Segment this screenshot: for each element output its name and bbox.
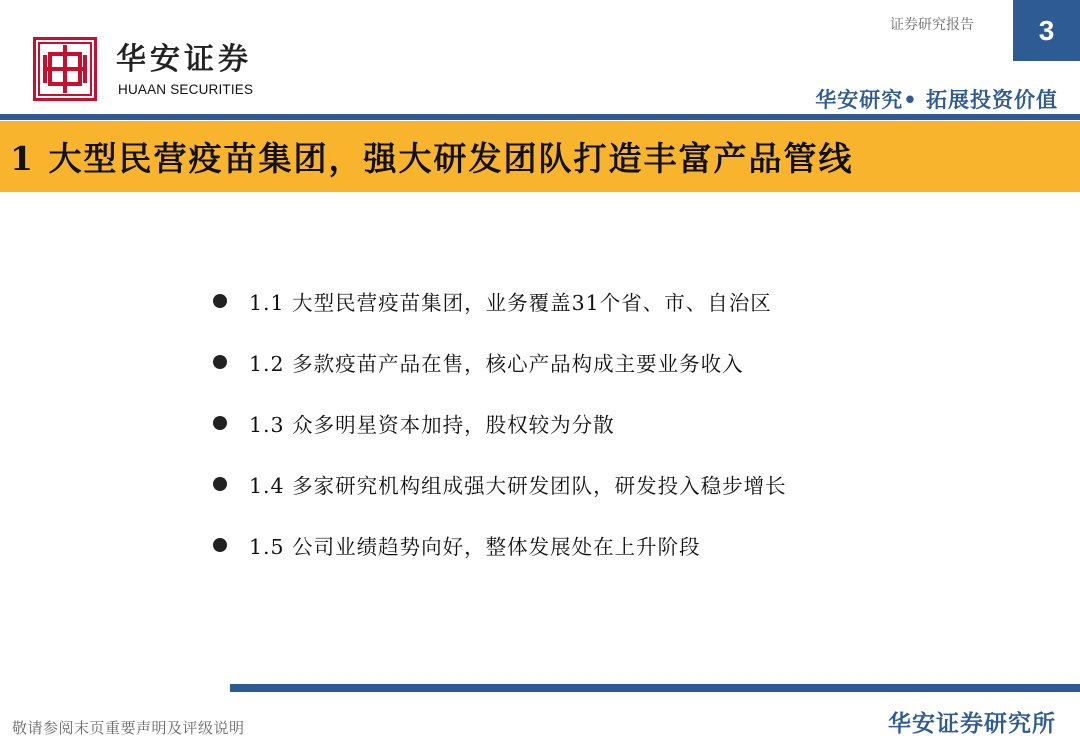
page-number: 3 <box>1013 0 1080 61</box>
footer-brand: 华安证券研究所 <box>888 711 1056 737</box>
agenda-item-1-5 <box>213 514 787 575</box>
bullet-dot-icon <box>213 416 227 430</box>
huaan-logo-seal-icon <box>33 37 97 101</box>
agenda-item-1-2 <box>213 331 787 392</box>
bullet-dot-icon <box>213 538 227 552</box>
header-divider <box>0 114 1080 120</box>
agenda-item-1-1 <box>213 270 787 331</box>
brand-slogan: 华安研究• 拓展投资价值 <box>815 88 1058 112</box>
footer-divider <box>230 684 1080 692</box>
bullet-dot-icon <box>213 355 227 369</box>
report-type-label: 证券研究报告 <box>890 17 974 33</box>
bullet-dot-icon <box>213 294 227 308</box>
agenda-list <box>213 270 787 575</box>
agenda-item-text: 1.3 众多明星资本加持，股权较为分散 <box>249 412 615 437</box>
bullet-dot-icon <box>213 477 227 491</box>
section-title: 1 大型民营疫苗集团，强大研发团队打造丰富产品管线 <box>10 139 854 178</box>
agenda-item-text: 1.5 公司业绩趋势向好，整体发展处在上升阶段 <box>249 534 701 559</box>
logo-english-name: HUAAN SECURITIES <box>118 82 254 97</box>
agenda-item-1-4 <box>213 453 787 514</box>
agenda-item-text: 1.2 多款疫苗产品在售，核心产品构成主要业务收入 <box>249 351 744 376</box>
agenda-item-1-3 <box>213 392 787 453</box>
agenda-item-text: 1.1 大型民营疫苗集团，业务覆盖31个省、市、自治区 <box>249 290 772 315</box>
logo-chinese-name: 华安证券 <box>116 42 252 77</box>
agenda-item-text: 1.4 多家研究机构组成强大研发团队，研发投入稳步增长 <box>249 473 787 498</box>
footer-disclaimer: 敬请参阅末页重要声明及评级说明 <box>12 719 245 737</box>
